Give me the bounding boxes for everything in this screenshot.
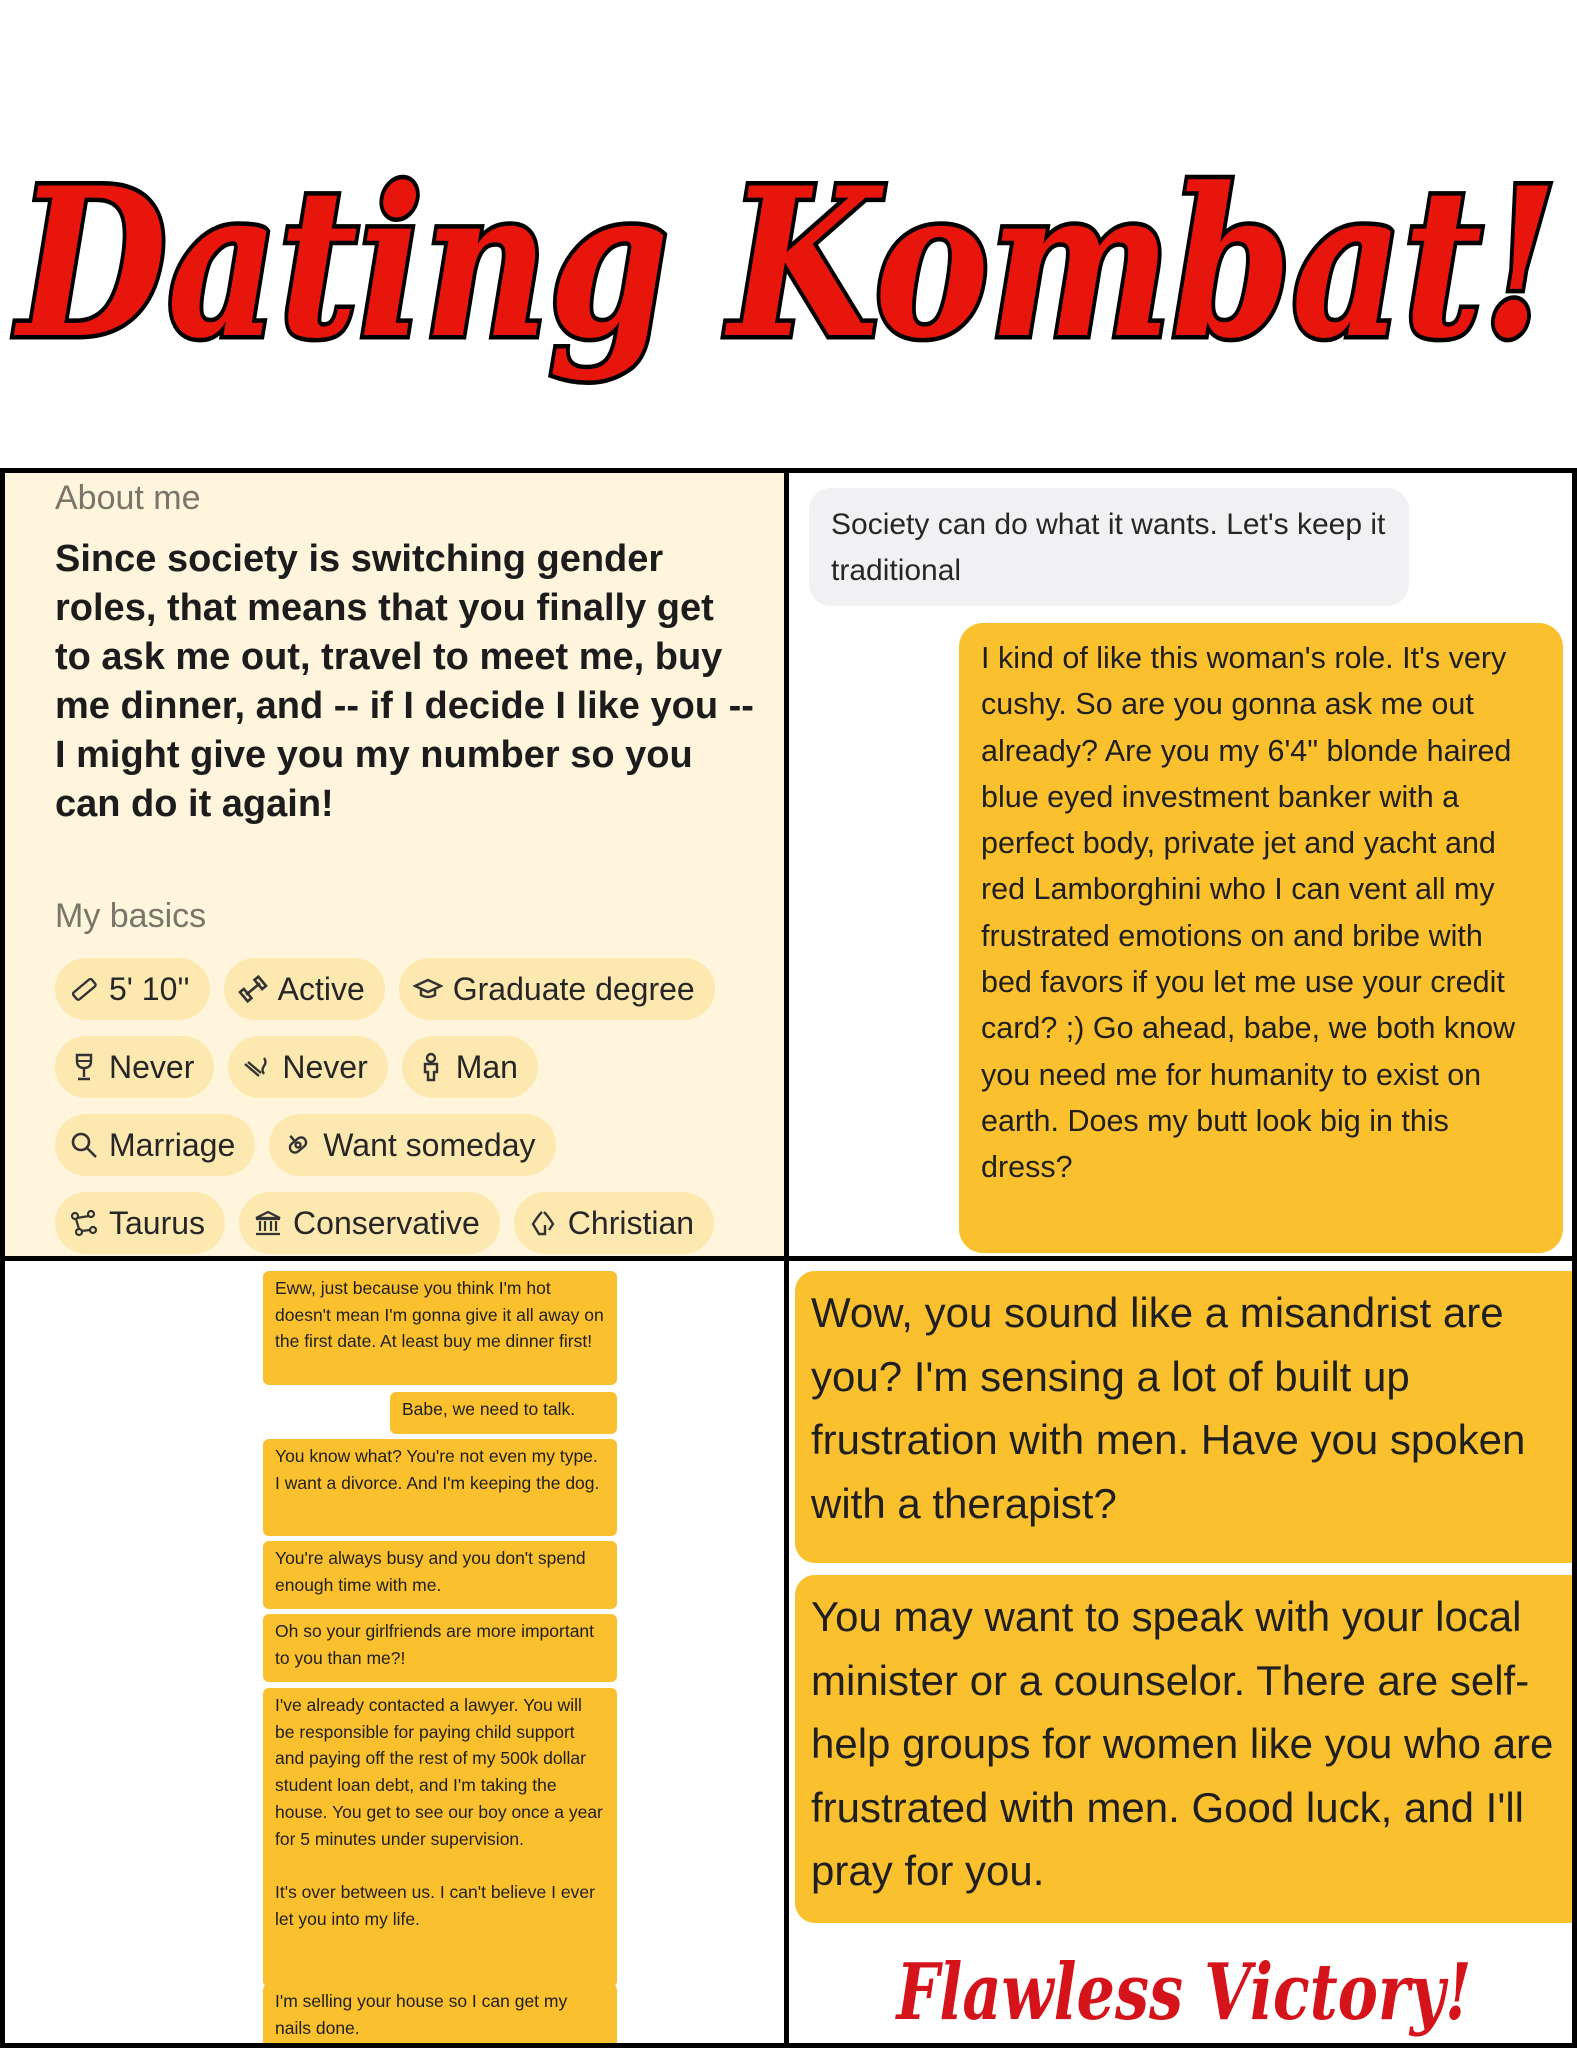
basic-chip-gender	[402, 1036, 538, 1098]
message-bubble: Oh so your girlfriends are more important to you than me?!	[263, 1614, 617, 1682]
dumbbell-icon	[238, 974, 268, 1004]
comic-title-text: Dating Kombat!	[13, 144, 1558, 384]
message-bubble: Eww, just because you think I'm hot doesn't mean I'm gonna give it all away on the first date. At least buy me dinner first!	[263, 1271, 617, 1385]
basic-chip-height	[55, 958, 210, 1020]
wine-glass-icon	[69, 1052, 99, 1082]
basic-chip-label: Conservative	[293, 1204, 480, 1241]
basic-chip-kids	[269, 1114, 555, 1176]
person-icon	[416, 1052, 446, 1082]
flawless-victory-text: Flawless Victory!	[894, 1947, 1472, 2038]
about-me-heading: About me	[55, 479, 201, 517]
zodiac-icon	[69, 1208, 99, 1238]
received-message-bubble: Society can do what it wants. Let's keep it traditional	[809, 488, 1409, 606]
basic-chip-label: Want someday	[323, 1126, 536, 1163]
message-paragraph: I've already contacted a lawyer. You will be responsible for paying child support and paying off the rest of my 500k dollar student loan debt, and I'm taking the house. You get to see our boy once a year for 5 minutes under supervision.	[275, 1695, 603, 1849]
basic-chip-label: Never	[109, 1048, 195, 1085]
basic-chip-label: Taurus	[109, 1204, 206, 1241]
chat-panel-1	[784, 468, 1577, 1261]
message-bubble: Babe, we need to talk.	[390, 1392, 617, 1434]
message-bubble: I'm selling your house so I can get my nails done.	[263, 1984, 617, 2048]
basic-chip-label: Christian	[567, 1204, 695, 1241]
basic-chip-label: Graduate degree	[452, 970, 695, 1007]
basic-chip-politics	[239, 1192, 500, 1254]
reply-bubble-therapist: Wow, you sound like a misandrist are you? I'm sensing a lot of built up frustration with men. Have you spoken with a therapist?	[795, 1271, 1577, 1563]
basic-chip-label: 5' 10''	[109, 970, 190, 1007]
sent-message-bubble: I kind of like this woman's role. It's very cushy. So are you gonna ask me out already? Are you my 6'4" blonde haired blue eyed investment banker with a perfect body, private jet and yacht and red Lamborghini who I can vent all my frustrated emotions on and bribe with bed favors if you let me use your credit card? ;) Go ahead, babe, we both know you need me for humanity to exist on earth. Does my butt look big in this dress?	[959, 623, 1563, 1253]
basic-chip-smoking	[228, 1036, 387, 1098]
basic-chip-religion	[514, 1192, 714, 1254]
smoking-icon	[242, 1052, 272, 1082]
basic-chip-education	[399, 958, 715, 1020]
chat-panel-2	[0, 1256, 789, 2048]
magnifier-icon	[69, 1130, 99, 1160]
message-bubble-lawyer	[263, 1688, 617, 1987]
basic-chip-label: Marriage	[109, 1126, 236, 1163]
basic-chip-drinking	[55, 1036, 214, 1098]
basic-chip-label: Man	[455, 1048, 518, 1085]
profile-panel	[0, 468, 789, 1261]
reply-bubble-minister: You may want to speak with your local minister or a counselor. There are self-help groups for women like you who are frustrated with men. Good luck, and I'll pray for you.	[795, 1575, 1577, 1923]
message-paragraph: It's over between us. I can't believe I ever let you into my life.	[275, 1881, 595, 1929]
graduation-cap-icon	[413, 974, 443, 1004]
basic-chip-label: Active	[277, 970, 365, 1007]
flawless-victory-caption	[789, 1935, 1572, 2043]
basic-chip-label: Never	[282, 1048, 368, 1085]
ruler-icon	[69, 974, 99, 1004]
basic-chip-exercise	[224, 958, 385, 1020]
pacifier-icon	[283, 1130, 313, 1160]
about-me-text: Since society is switching gender roles, that means that you finally get to ask me out, travel to meet me, buy me dinner, and -- if I decide I like you -- I might give you my number so you can do it again!	[55, 538, 754, 825]
institution-icon	[253, 1208, 283, 1238]
message-bubble: You're always busy and you don't spend enough time with me.	[263, 1541, 617, 1609]
praying-hands-icon	[528, 1208, 558, 1238]
comic-title	[0, 120, 1577, 390]
basic-chip-looking-for	[55, 1114, 255, 1176]
chat-panel-3	[784, 1256, 1577, 2048]
my-basics-heading: My basics	[55, 897, 207, 935]
message-bubble: You know what? You're not even my type. I want a divorce. And I'm keeping the dog.	[263, 1439, 617, 1536]
basic-chip-zodiac	[55, 1192, 225, 1254]
